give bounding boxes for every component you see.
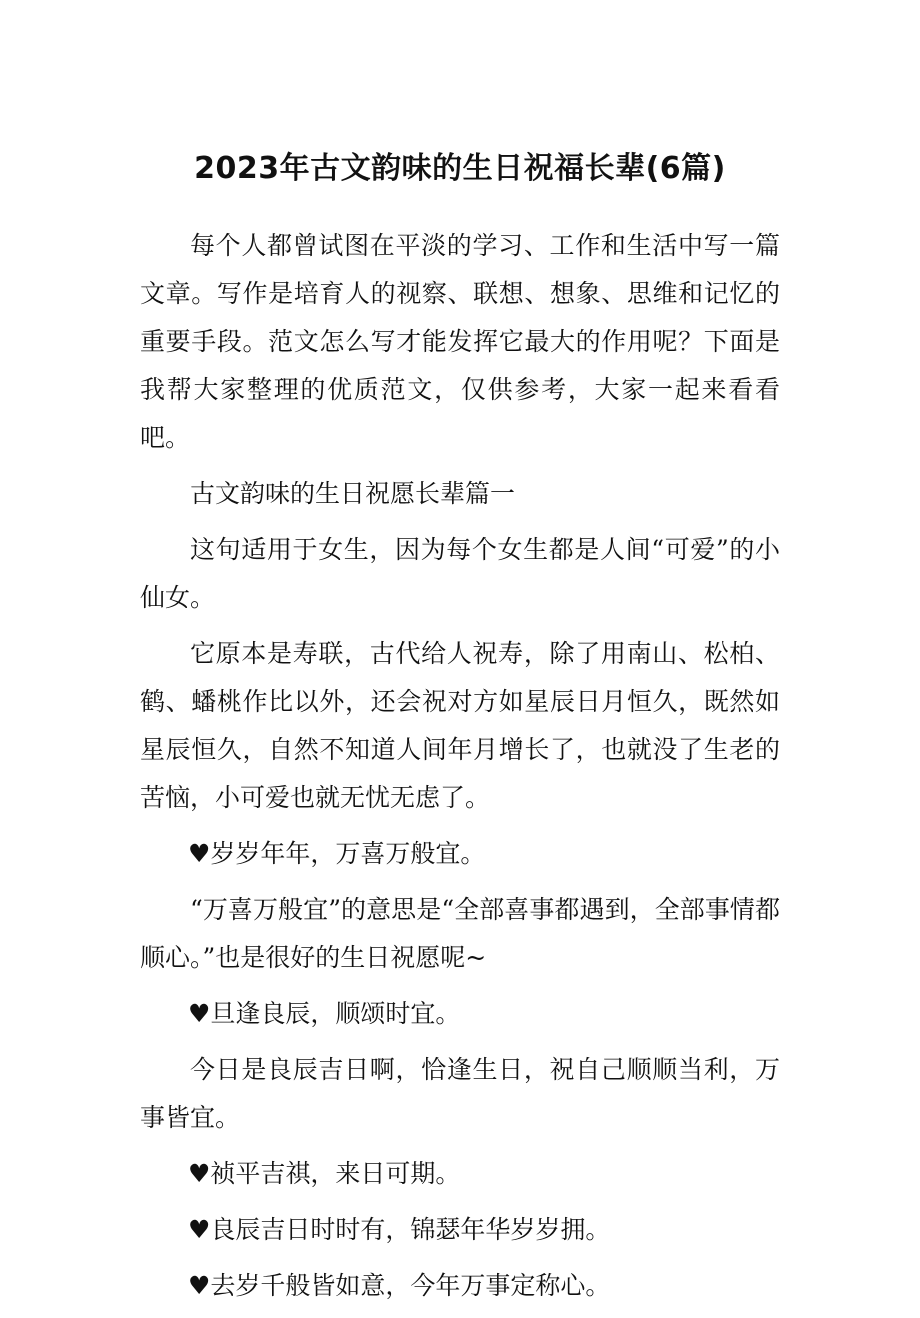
paragraph: 今日是良辰吉日啊，恰逢生日，祝自己顺顺当利，万事皆宜。 (140, 1055, 780, 1132)
paragraph: “万喜万般宜”的意思是“全部喜事都遇到，全部事情都顺心。”也是很好的生日祝愿呢~ (140, 895, 780, 972)
blessing-line: ♥良辰吉日时时有，锦瑟年华岁岁拥。 (188, 1215, 611, 1244)
blessing-line: ♥去岁千般皆如意，今年万事定称心。 (188, 1271, 611, 1300)
blessing-line: ♥祯平吉祺，来日可期。 (188, 1159, 461, 1188)
paragraph: 它原本是寿联，古代给人祝寿，除了用南山、松柏、鹤、蟠桃作比以外，还会祝对方如星辰日月恒久，既然如星辰恒久，自然不知道人间年月增长了，也就没了生老的苦恼，小可爱也就无忧无虑了。 (140, 639, 780, 812)
blessing-line: ♥旦逢良辰，顺颂时宜。 (188, 999, 461, 1028)
document-title: 2023年古文韵味的生日祝福长辈(6篇) (194, 151, 726, 186)
blessing-line: ♥岁岁年年，万喜万般宜。 (188, 839, 486, 868)
intro-paragraph: 每个人都曾试图在平淡的学习、工作和生活中写一篇文章。写作是培育人的视察、联想、想象、思维和记忆的重要手段。范文怎么写才能发挥它最大的作用呢？下面是我帮大家整理的优质范文，仅供参考，大家一起来看看吧。 (140, 231, 780, 452)
section-heading: 古文韵味的生日祝愿长辈篇一 (190, 479, 516, 508)
paragraph: 这句适用于女生，因为每个女生都是人间“可爱”的小仙女。 (140, 535, 780, 612)
document-body (140, 222, 780, 1318)
